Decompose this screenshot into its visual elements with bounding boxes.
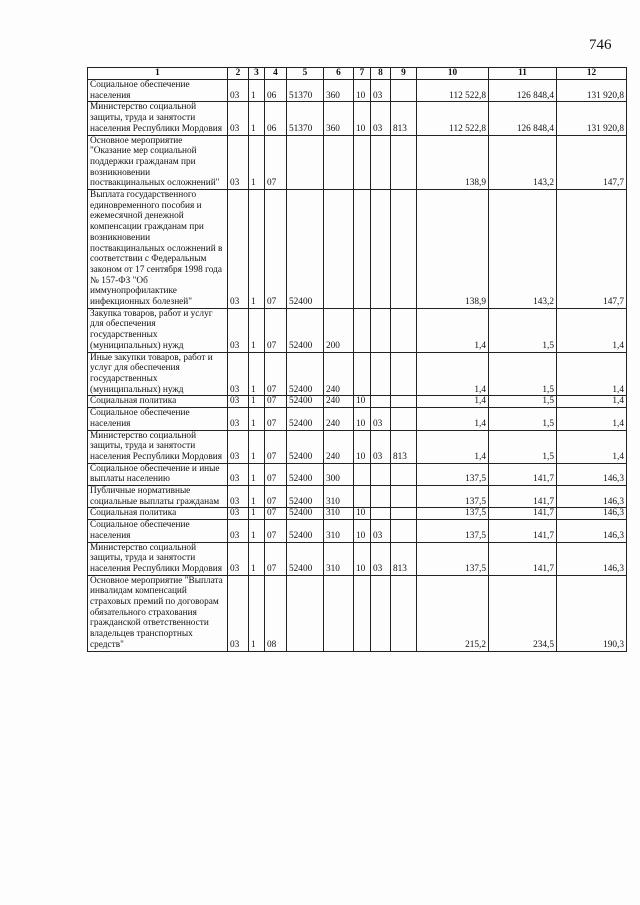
- amount-cell: 1,5: [489, 430, 557, 463]
- code-cell: 07: [265, 352, 287, 396]
- code-cell: 1: [249, 575, 265, 651]
- code-cell: 03: [228, 352, 249, 396]
- code-cell: 10: [354, 430, 371, 463]
- code-cell: [391, 508, 417, 520]
- code-cell: 52400: [287, 542, 324, 575]
- code-cell: 1: [249, 508, 265, 520]
- code-cell: 07: [265, 308, 287, 352]
- code-cell: [354, 135, 371, 190]
- code-cell: [371, 190, 391, 309]
- amount-cell: 1,5: [489, 308, 557, 352]
- row-name-cell: Министерство социальной защиты, труда и занятости населения Республики Мордовия: [88, 542, 228, 575]
- amount-cell: 1,4: [417, 308, 489, 352]
- code-cell: 52400: [287, 430, 324, 463]
- code-cell: 07: [265, 135, 287, 190]
- code-cell: [391, 352, 417, 396]
- column-header: 5: [287, 68, 324, 80]
- row-name-cell: Социальное обеспечение населения: [88, 80, 228, 102]
- code-cell: 51370: [287, 80, 324, 102]
- code-cell: [371, 486, 391, 508]
- code-cell: [324, 190, 354, 309]
- code-cell: 310: [324, 542, 354, 575]
- code-cell: 200: [324, 308, 354, 352]
- code-cell: 10: [354, 508, 371, 520]
- code-cell: [371, 308, 391, 352]
- row-name-cell: Закупка товаров, работ и услуг для обеспечения государственных (муниципальных) нужд: [88, 308, 228, 352]
- column-header: 11: [489, 68, 557, 80]
- code-cell: [371, 463, 391, 485]
- row-name-cell: Социальное обеспечение населения: [88, 520, 228, 542]
- amount-cell: 126 848,4: [489, 102, 557, 135]
- code-cell: 07: [265, 190, 287, 309]
- code-cell: 1: [249, 190, 265, 309]
- table-row: [88, 408, 627, 430]
- row-name-cell: Социальное обеспечение населения: [88, 408, 228, 430]
- code-cell: 240: [324, 352, 354, 396]
- code-cell: 1: [249, 80, 265, 102]
- table-row: [88, 396, 627, 408]
- amount-cell: 141,7: [489, 542, 557, 575]
- amount-cell: 190,3: [557, 575, 627, 651]
- amount-cell: 146,3: [557, 486, 627, 508]
- amount-cell: 137,5: [417, 486, 489, 508]
- code-cell: 10: [354, 102, 371, 135]
- amount-cell: 141,7: [489, 508, 557, 520]
- row-name-cell: Выплата государственного единовременного пособия и ежемесячной денежной компенсации гражданам при возникновении поствакцинальных осложнений в соответствии с Федеральным законом от 17 сентября 1998 года № 157-ФЗ "Об иммунопрофилактике инфекционных болезней": [88, 190, 228, 309]
- code-cell: [371, 135, 391, 190]
- row-name-cell: Социальное обеспечение и иные выплаты населению: [88, 463, 228, 485]
- amount-cell: 1,4: [417, 408, 489, 430]
- table-row: [88, 486, 627, 508]
- code-cell: 10: [354, 542, 371, 575]
- amount-cell: 143,2: [489, 190, 557, 309]
- code-cell: 310: [324, 520, 354, 542]
- code-cell: [391, 486, 417, 508]
- code-cell: 03: [228, 486, 249, 508]
- column-header: 3: [249, 68, 265, 80]
- code-cell: 1: [249, 463, 265, 485]
- amount-cell: 147,7: [557, 135, 627, 190]
- code-cell: 03: [228, 308, 249, 352]
- code-cell: 03: [371, 80, 391, 102]
- code-cell: 06: [265, 80, 287, 102]
- code-cell: 52400: [287, 486, 324, 508]
- row-name-cell: Социальная политика: [88, 508, 228, 520]
- code-cell: 07: [265, 463, 287, 485]
- code-cell: 07: [265, 542, 287, 575]
- code-cell: 08: [265, 575, 287, 651]
- amount-cell: 137,5: [417, 520, 489, 542]
- amount-cell: 234,5: [489, 575, 557, 651]
- amount-cell: 146,3: [557, 463, 627, 485]
- column-header: 2: [228, 68, 249, 80]
- code-cell: 03: [228, 190, 249, 309]
- code-cell: 360: [324, 102, 354, 135]
- code-cell: [324, 135, 354, 190]
- table-row: [88, 308, 627, 352]
- code-cell: 1: [249, 308, 265, 352]
- table-row: [88, 80, 627, 102]
- code-cell: [391, 135, 417, 190]
- code-cell: 52400: [287, 520, 324, 542]
- code-cell: [371, 396, 391, 408]
- code-cell: 240: [324, 430, 354, 463]
- row-name-cell: Министерство социальной защиты, труда и занятости населения Республики Мордовия: [88, 102, 228, 135]
- code-cell: 10: [354, 80, 371, 102]
- code-cell: 03: [228, 463, 249, 485]
- code-cell: [391, 308, 417, 352]
- code-cell: 03: [371, 542, 391, 575]
- code-cell: 03: [371, 408, 391, 430]
- code-cell: 07: [265, 430, 287, 463]
- amount-cell: 1,4: [417, 396, 489, 408]
- amount-cell: 138,9: [417, 190, 489, 309]
- table-row: [88, 542, 627, 575]
- code-cell: 03: [228, 430, 249, 463]
- code-cell: 03: [228, 135, 249, 190]
- code-cell: 1: [249, 430, 265, 463]
- code-cell: [371, 575, 391, 651]
- code-cell: 300: [324, 463, 354, 485]
- table-row: [88, 135, 627, 190]
- row-name-cell: Основное мероприятие "Оказание мер социальной поддержки гражданам при возникновении поствакцинальных осложнений": [88, 135, 228, 190]
- code-cell: [354, 352, 371, 396]
- code-cell: 1: [249, 102, 265, 135]
- code-cell: 07: [265, 520, 287, 542]
- code-cell: [354, 486, 371, 508]
- code-cell: 03: [371, 520, 391, 542]
- code-cell: 813: [391, 102, 417, 135]
- table-row: [88, 102, 627, 135]
- amount-cell: 1,5: [489, 396, 557, 408]
- row-name-cell: Публичные нормативные социальные выплаты гражданам: [88, 486, 228, 508]
- table-row: [88, 352, 627, 396]
- code-cell: 10: [354, 396, 371, 408]
- code-cell: 52400: [287, 396, 324, 408]
- amount-cell: 146,3: [557, 542, 627, 575]
- code-cell: 1: [249, 135, 265, 190]
- table-row: [88, 463, 627, 485]
- code-cell: 1: [249, 486, 265, 508]
- amount-cell: 215,2: [417, 575, 489, 651]
- table-row: [88, 430, 627, 463]
- code-cell: 52400: [287, 308, 324, 352]
- amount-cell: 137,5: [417, 463, 489, 485]
- amount-cell: 1,4: [557, 308, 627, 352]
- code-cell: 52400: [287, 463, 324, 485]
- code-cell: 813: [391, 430, 417, 463]
- code-cell: [391, 190, 417, 309]
- row-name-cell: Иные закупки товаров, работ и услуг для обеспечения государственных (муниципальных) нужд: [88, 352, 228, 396]
- column-header: 10: [417, 68, 489, 80]
- table-row: [88, 575, 627, 651]
- amount-cell: 146,3: [557, 520, 627, 542]
- code-cell: [391, 408, 417, 430]
- amount-cell: 1,4: [417, 352, 489, 396]
- code-cell: [354, 308, 371, 352]
- amount-cell: 141,7: [489, 463, 557, 485]
- code-cell: 03: [228, 396, 249, 408]
- code-cell: 310: [324, 486, 354, 508]
- amount-cell: 1,4: [557, 396, 627, 408]
- code-cell: 1: [249, 396, 265, 408]
- code-cell: 03: [371, 102, 391, 135]
- code-cell: 03: [228, 575, 249, 651]
- column-header: 1: [88, 68, 228, 80]
- row-name-cell: Министерство социальной защиты, труда и занятости населения Республики Мордовия: [88, 430, 228, 463]
- code-cell: [354, 190, 371, 309]
- code-cell: 240: [324, 396, 354, 408]
- amount-cell: 147,7: [557, 190, 627, 309]
- amount-cell: 131 920,8: [557, 80, 627, 102]
- code-cell: 07: [265, 508, 287, 520]
- header-row: [88, 68, 627, 80]
- code-cell: [391, 520, 417, 542]
- amount-cell: 143,2: [489, 135, 557, 190]
- amount-cell: 112 522,8: [417, 80, 489, 102]
- amount-cell: 1,5: [489, 352, 557, 396]
- column-header: 12: [557, 68, 627, 80]
- code-cell: [287, 135, 324, 190]
- amount-cell: 141,7: [489, 520, 557, 542]
- code-cell: 07: [265, 486, 287, 508]
- code-cell: [371, 508, 391, 520]
- page-number: 746: [589, 37, 612, 53]
- code-cell: 10: [354, 520, 371, 542]
- row-name-cell: Основное мероприятие "Выплата инвалидам компенсаций страховых премий по договорам обязательного страхования гражданской ответственности владельцев транспортных средств": [88, 575, 228, 651]
- amount-cell: 1,4: [557, 408, 627, 430]
- code-cell: [391, 575, 417, 651]
- amount-cell: 137,5: [417, 542, 489, 575]
- code-cell: [391, 80, 417, 102]
- amount-cell: 1,5: [489, 408, 557, 430]
- code-cell: [287, 575, 324, 651]
- table-body: [88, 80, 627, 652]
- amount-cell: 1,4: [557, 430, 627, 463]
- amount-cell: 112 522,8: [417, 102, 489, 135]
- code-cell: 03: [228, 542, 249, 575]
- code-cell: [391, 396, 417, 408]
- code-cell: 52400: [287, 508, 324, 520]
- code-cell: 07: [265, 408, 287, 430]
- amount-cell: 1,4: [417, 430, 489, 463]
- amount-cell: 138,9: [417, 135, 489, 190]
- code-cell: 07: [265, 396, 287, 408]
- code-cell: [354, 575, 371, 651]
- amount-cell: 1,4: [557, 352, 627, 396]
- code-cell: 1: [249, 542, 265, 575]
- column-header: 8: [371, 68, 391, 80]
- code-cell: 52400: [287, 190, 324, 309]
- code-cell: 1: [249, 520, 265, 542]
- code-cell: [391, 463, 417, 485]
- column-header: 7: [354, 68, 371, 80]
- code-cell: 06: [265, 102, 287, 135]
- code-cell: 10: [354, 408, 371, 430]
- code-cell: 1: [249, 352, 265, 396]
- code-cell: 240: [324, 408, 354, 430]
- code-cell: 52400: [287, 408, 324, 430]
- code-cell: 03: [228, 520, 249, 542]
- amount-cell: 146,3: [557, 508, 627, 520]
- column-header: 9: [391, 68, 417, 80]
- code-cell: 03: [228, 508, 249, 520]
- code-cell: 51370: [287, 102, 324, 135]
- budget-table: [87, 67, 627, 652]
- code-cell: 360: [324, 80, 354, 102]
- row-name-cell: Социальная политика: [88, 396, 228, 408]
- amount-cell: 131 920,8: [557, 102, 627, 135]
- code-cell: 03: [228, 408, 249, 430]
- code-cell: 1: [249, 408, 265, 430]
- amount-cell: 126 848,4: [489, 80, 557, 102]
- code-cell: 52400: [287, 352, 324, 396]
- code-cell: 813: [391, 542, 417, 575]
- column-header: 4: [265, 68, 287, 80]
- code-cell: 03: [228, 102, 249, 135]
- code-cell: 03: [228, 80, 249, 102]
- code-cell: 03: [371, 430, 391, 463]
- code-cell: 310: [324, 508, 354, 520]
- amount-cell: 141,7: [489, 486, 557, 508]
- table-row: [88, 520, 627, 542]
- table-row: [88, 190, 627, 309]
- code-cell: [354, 463, 371, 485]
- code-cell: [371, 352, 391, 396]
- amount-cell: 137,5: [417, 508, 489, 520]
- table-row: [88, 508, 627, 520]
- column-header: 6: [324, 68, 354, 80]
- code-cell: [324, 575, 354, 651]
